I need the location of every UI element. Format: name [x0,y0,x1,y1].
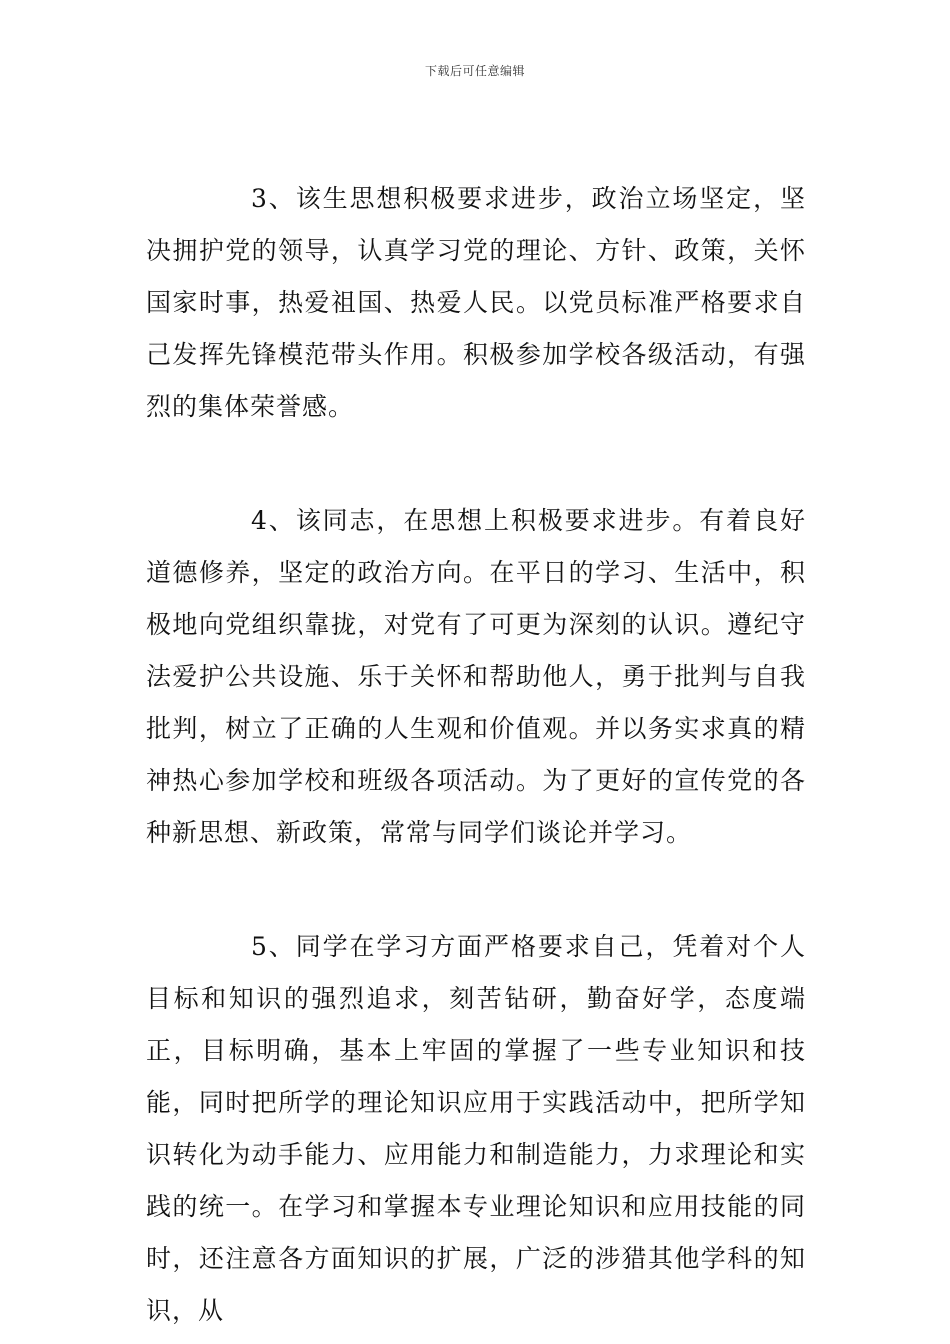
document-body [146,173,806,1337]
header-note: 下载后可任意编辑 [424,64,525,78]
paragraph-3: 3、该生思想积极要求进步，政治立场坚定，坚决拥护党的领导，认真学习党的理论、方针、政策，关怀国家时事，热爱祖国、热爱人民。以党员标准严格要求自己发挥先锋模范带头作用。积极参加学校各级活动，有强烈的集体荣誉感。 [146,184,806,421]
paragraph-4: 4、该同志，在思想上积极要求进步。有着良好道德修养，坚定的政治方向。在平日的学习、生活中，积极地向党组织靠拢，对党有了可更为深刻的认识。遵纪守法爱护公共设施、乐于关怀和帮助他人，勇于批判与自我批判，树立了正确的人生观和价值观。并以务实求真的精神热心参加学校和班级各项活动。为了更好的宣传党的各种新思想、新政策，常常与同学们谈论并学习。 [146,506,806,847]
paragraph-5: 5、同学在学习方面严格要求自己，凭着对个人目标和知识的强烈追求，刻苦钻研，勤奋好学，态度端正，目标明确，基本上牢固的掌握了一些专业知识和技能，同时把所学的理论知识应用于实践活动中，把所学知识转化为动手能力、应用能力和制造能力，力求理论和实践的统一。在学习和掌握本专业理论知识和应用技能的同时，还注意各方面知识的扩展，广泛的涉猎其他学科的知识，从 [146,932,806,1325]
